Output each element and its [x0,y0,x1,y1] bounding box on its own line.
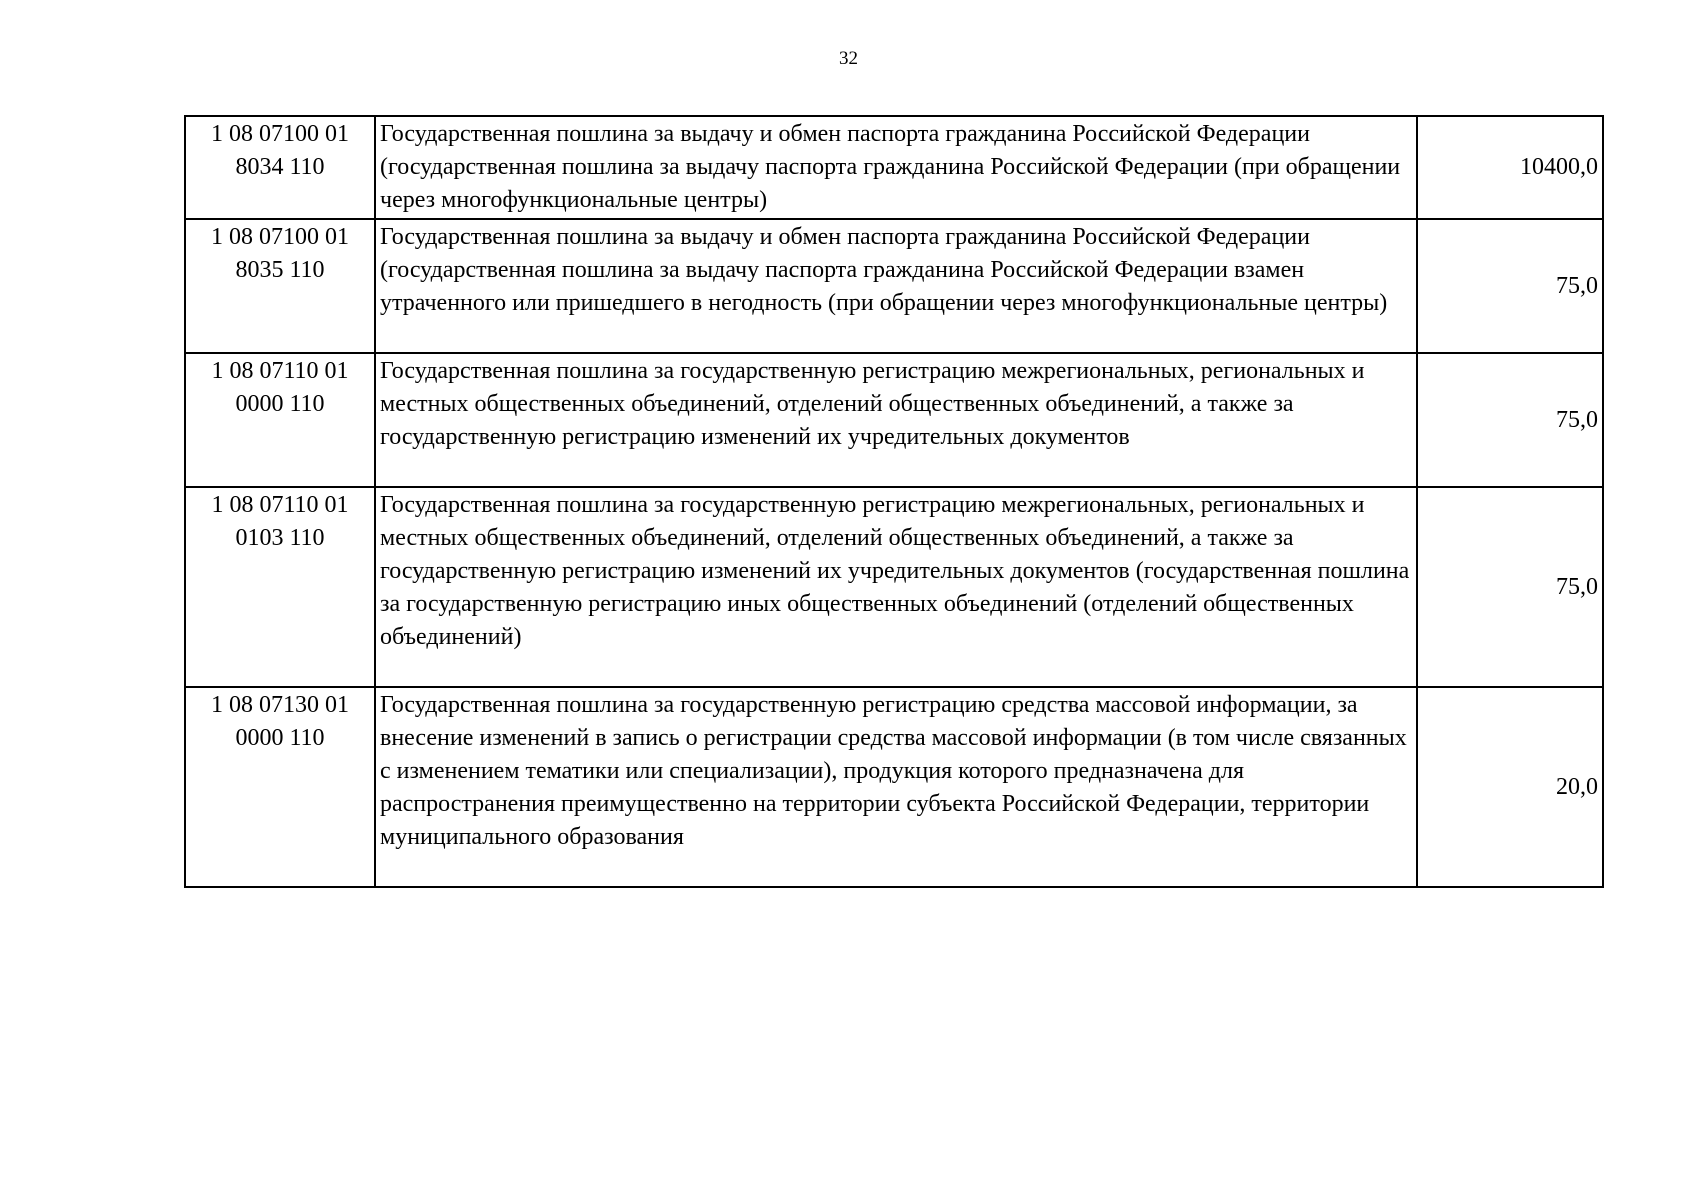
revenue-code-part: 0103 110 [235,525,325,551]
description-cell: Государственная пошлина за государственную регистрацию межрегиональных, региональных и местных общественных объединений, отделений общественных объединений, а также за государственную регистрацию изменений их учредительных документов (государственная пошлина за государственную регистрацию иных общественных объединений (отделений общественных объединений) [375,487,1417,687]
description-cell: Государственная пошлина за выдачу и обмен паспорта гражданина Российской Федерации (государственная пошлина за выдачу паспорта гражданина Российской Федерации (при обращении через многофункциональные центры) [375,116,1417,219]
amount-cell: 75,0 [1417,487,1603,687]
description-cell: Государственная пошлина за государственную регистрацию межрегиональных, региональных и местных общественных объединений, отделений общественных объединений, а также за государственную регистрацию изменений их учредительных документов [375,353,1417,487]
amount-cell: 20,0 [1417,687,1603,887]
table-row [185,353,1603,487]
amount-cell: 10400,0 [1417,116,1603,219]
revenue-table [184,115,1604,888]
revenue-code-cell [185,116,375,219]
revenue-code-cell [185,353,375,487]
table-row [185,487,1603,687]
revenue-code-cell [185,219,375,353]
table-row [185,687,1603,887]
table-row [185,219,1603,353]
description-cell: Государственная пошлина за государственную регистрацию средства массовой информации, за внесение изменений в запись о регистрации средства массовой информации (в том числе связанных с изменением тематики или специализации), продукция которого предназначена для распространения преимущественно на территории субъекта Российской Федерации, территории муниципального образования [375,687,1417,887]
revenue-code-part: 1 08 07110 01 [211,358,349,384]
revenue-code-part: 1 08 07130 01 [211,692,349,718]
revenue-code-part: 0000 110 [235,391,325,417]
description-cell: Государственная пошлина за выдачу и обмен паспорта гражданина Российской Федерации (государственная пошлина за выдачу паспорта гражданина Российской Федерации взамен утраченного или пришедшего в негодность (при обращении через многофункциональные центры) [375,219,1417,353]
revenue-code-part: 0000 110 [235,725,325,751]
amount-cell: 75,0 [1417,353,1603,487]
page-number: 32 [839,48,858,69]
revenue-code-part: 8035 110 [235,257,325,283]
amount-cell: 75,0 [1417,219,1603,353]
revenue-code-part: 1 08 07100 01 [211,121,349,147]
revenue-code-part: 8034 110 [235,154,325,180]
revenue-code-part: 1 08 07100 01 [211,224,349,250]
table-row [185,116,1603,219]
revenue-code-cell [185,487,375,687]
revenue-code-cell [185,687,375,887]
revenue-code-part: 1 08 07110 01 [211,492,349,518]
